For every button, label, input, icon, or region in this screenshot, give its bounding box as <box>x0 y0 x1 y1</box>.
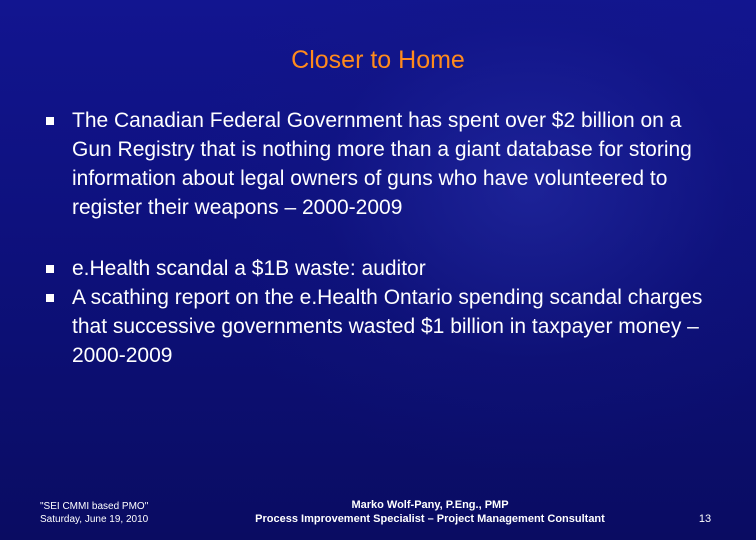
footer-left <box>40 500 148 526</box>
footer-presenter <box>230 498 630 526</box>
footer-presenter-name: Marko Wolf-Pany, P.Eng., PMP <box>351 499 509 511</box>
square-bullet-icon <box>46 294 54 302</box>
bullet-text: e.Health scandal a $1B waste: auditor <box>72 257 426 280</box>
bullet-list <box>46 106 716 370</box>
bullet-text: A scathing report on the e.Health Ontario spending scandal charges that successive governments wasted $1 billion in taxpayer money – 2000-2009 <box>72 286 703 367</box>
footer-presenter-role: Process Improvement Specialist – Project Management Consultant <box>255 513 605 525</box>
bullet-ehealth-waste <box>46 254 716 283</box>
bullet-gun-registry <box>46 106 716 222</box>
bullet-text: The Canadian Federal Government has spent over $2 billion on a Gun Registry that is nothing more than a giant database for storing information about legal owners of guns who have volunteered to register their weapons – 2000-2009 <box>72 109 692 219</box>
square-bullet-icon <box>46 117 54 125</box>
footer-presentation-name: "SEI CMMI based PMO" <box>40 501 149 512</box>
slide-title: Closer to Home <box>291 46 465 74</box>
footer-date: Saturday, June 19, 2010 <box>40 514 149 525</box>
bullet-ehealth-report <box>46 283 716 370</box>
square-bullet-icon <box>46 265 54 273</box>
bullet-spacer <box>46 222 716 254</box>
page-number: 13 <box>698 513 712 525</box>
